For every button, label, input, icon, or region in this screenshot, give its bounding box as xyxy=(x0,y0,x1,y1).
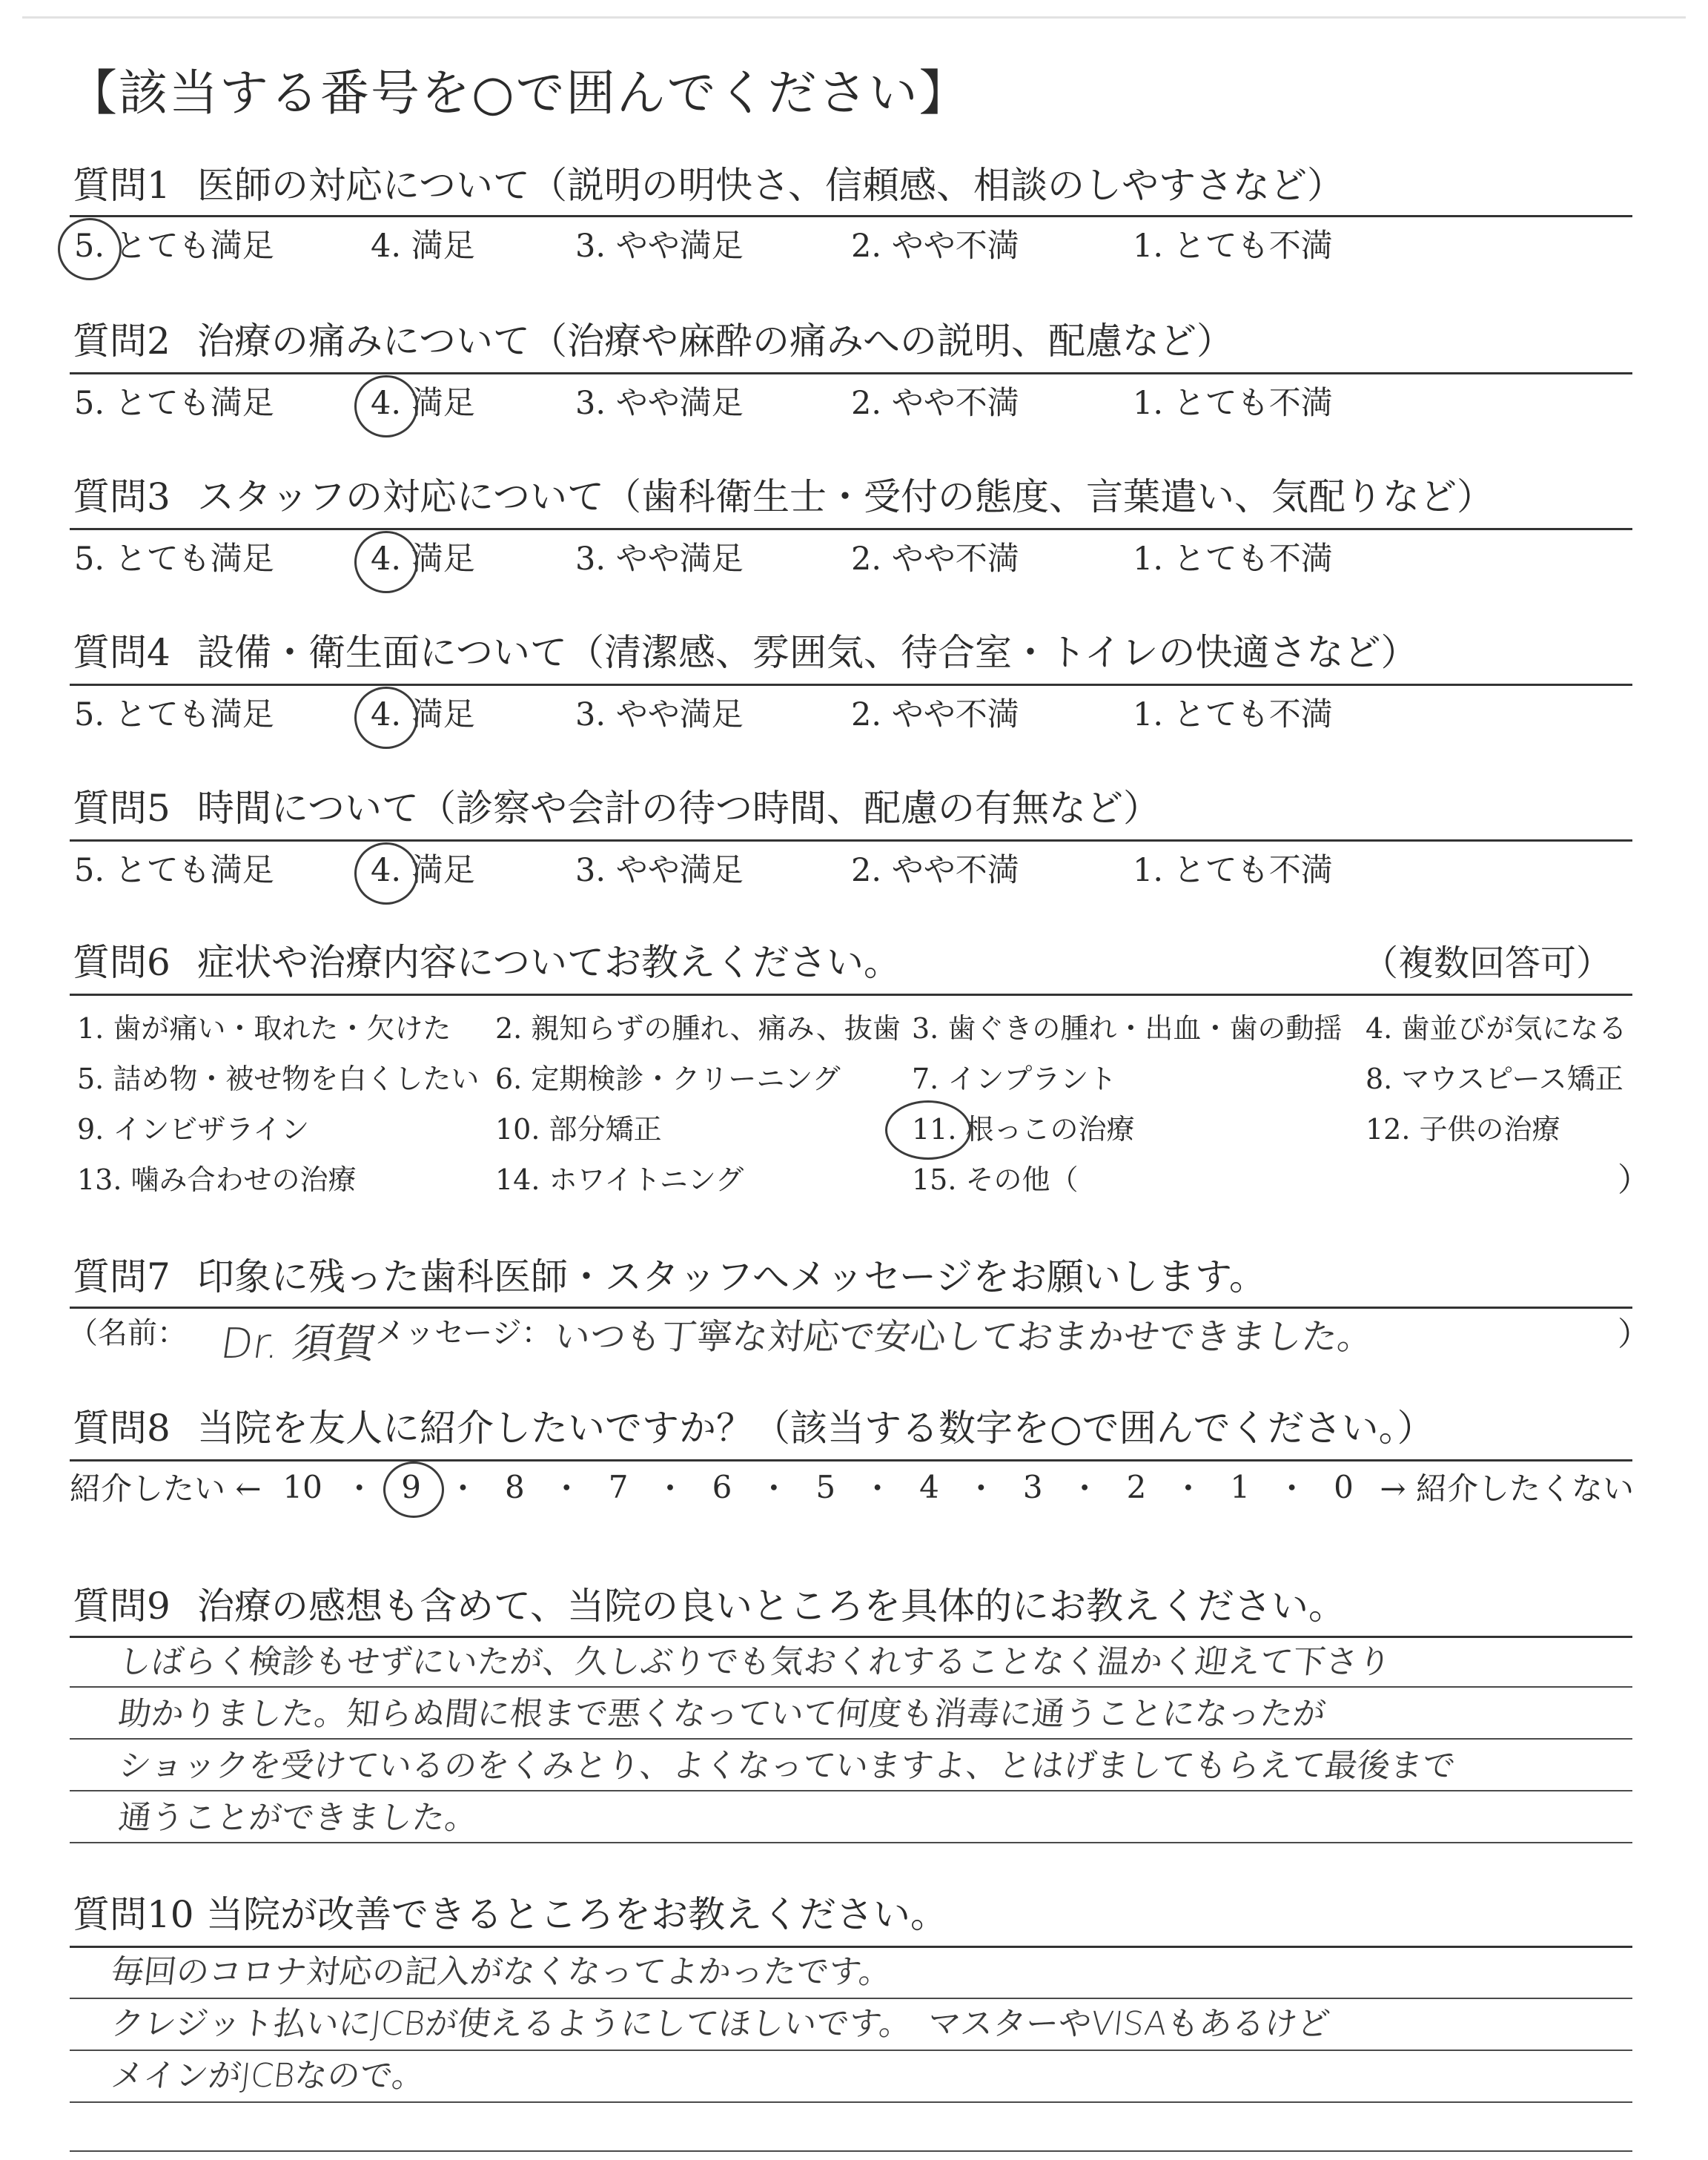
treatment-item-7[interactable]: 7. インプラント xyxy=(912,1063,1117,1095)
question-number: 質問6 xyxy=(73,941,171,984)
treatment-item-9[interactable]: 9. インビザライン xyxy=(77,1113,310,1146)
answer-line: しばらく検診もせずにいたが、久しぶりでも気おくれすることなく温かく迎えて下さり xyxy=(116,1643,1393,1681)
selection-circle xyxy=(383,1462,444,1518)
question-rule xyxy=(70,1636,1632,1638)
treatment-item-10[interactable]: 10. 部分矯正 xyxy=(495,1113,662,1146)
top-border xyxy=(22,16,1686,19)
question-4 xyxy=(73,629,1418,676)
question-number: 質問3 xyxy=(73,475,171,518)
question-text: スタッフの対応について（歯科衛生士・受付の態度、言葉遣い、気配りなど） xyxy=(197,475,1494,518)
selection-circle xyxy=(58,218,122,280)
scale-dot: ・ xyxy=(551,1470,583,1507)
question-rule xyxy=(70,215,1632,217)
option-1[interactable]: 1. とても不満 xyxy=(1133,541,1333,578)
answer-line: クレジット払いにJCBが使えるようにしてほしいです。 マスターやVISAもあるけど xyxy=(109,2005,1332,2043)
question-text: 治療の感想も含めて、当院の良いところを具体的にお教えください。 xyxy=(197,1585,1345,1628)
writing-rule xyxy=(70,1790,1632,1791)
question-text: 治療の痛みについて（治療や麻酔の痛みへの説明、配慮など） xyxy=(197,320,1234,363)
option-1[interactable]: 1. とても不満 xyxy=(1133,852,1333,889)
question-number: 質問5 xyxy=(73,787,171,830)
question-2 xyxy=(73,317,1234,365)
question-7 xyxy=(73,1253,1266,1301)
question-text: 当院を友人に紹介したいですか？（該当する数字を○で囲んでください。） xyxy=(197,1407,1434,1450)
question-rule xyxy=(70,372,1632,374)
question-5 xyxy=(73,785,1160,832)
selection-circle xyxy=(354,531,418,593)
scale-dot: ・ xyxy=(965,1470,997,1507)
scale-2[interactable]: 2 xyxy=(1126,1468,1147,1505)
treatment-item-2[interactable]: 2. 親知らずの腫れ、痛み、抜歯 xyxy=(495,1012,901,1045)
treatment-item-4[interactable]: 4. 歯並びが気になる xyxy=(1366,1012,1627,1045)
selection-circle xyxy=(354,375,418,437)
answer-line: 助かりました。知らぬ間に根まで悪くなっていて何度も消毒に通うことになったが xyxy=(116,1695,1328,1733)
scale-4[interactable]: 4 xyxy=(919,1468,939,1505)
writing-rule xyxy=(70,1738,1632,1740)
question-number: 質問1 xyxy=(73,164,171,207)
question-text: 時間について（診察や会計の待つ時間、配慮の有無など） xyxy=(197,787,1160,830)
answer-line: ショックを受けているのをくみとり、よくなっていますよ、とはげましてもらえて最後まで xyxy=(116,1747,1457,1785)
question-number: 質問9 xyxy=(73,1585,171,1628)
option-5[interactable]: 5. とても満足 xyxy=(74,541,274,578)
scale-dot: ・ xyxy=(655,1470,686,1507)
selection-circle xyxy=(354,687,418,749)
scale-8[interactable]: 8 xyxy=(505,1468,525,1505)
treatment-item-14[interactable]: 14. ホワイトニング xyxy=(495,1163,744,1196)
scale-right-label: → 紹介したくない xyxy=(1380,1470,1634,1507)
scale-3[interactable]: 3 xyxy=(1022,1468,1043,1505)
writing-rule xyxy=(70,1686,1632,1688)
treatment-item-13[interactable]: 13. 噛み合わせの治療 xyxy=(77,1163,357,1196)
scale-dot: ・ xyxy=(1069,1470,1101,1507)
option-1[interactable]: 1. とても不満 xyxy=(1133,385,1333,422)
writing-rule xyxy=(70,2101,1632,2103)
scale-6[interactable]: 6 xyxy=(712,1468,732,1505)
message-close-paren: ） xyxy=(1618,1315,1650,1353)
treatment-item-5[interactable]: 5. 詰め物・被せ物を白くしたい xyxy=(77,1063,480,1095)
option-5[interactable]: 5. とても満足 xyxy=(74,696,274,733)
option-4[interactable]: 4. 満足 xyxy=(371,383,475,424)
scale-10[interactable]: 10 xyxy=(282,1468,322,1505)
option-4[interactable]: 4. 満足 xyxy=(371,228,475,265)
option-5[interactable]: 5. とても満足 xyxy=(74,385,274,422)
option-2[interactable]: 2. やや不満 xyxy=(851,541,1019,578)
scale-0[interactable]: 0 xyxy=(1334,1468,1354,1505)
question-3 xyxy=(73,473,1494,521)
treatment-item-1[interactable]: 1. 歯が痛い・取れた・欠けた xyxy=(77,1012,451,1045)
message-handwritten[interactable]: いつも丁寧な対応で安心しておまかせできました。 xyxy=(552,1316,1375,1358)
question-rule xyxy=(70,1307,1632,1309)
scale-dot: ・ xyxy=(1276,1470,1308,1507)
question-text: 印象に残った歯科医師・スタッフへメッセージをお願いします。 xyxy=(197,1255,1266,1298)
scale-5[interactable]: 5 xyxy=(815,1468,836,1505)
question-number: 質問10 xyxy=(73,1893,194,1936)
treatment-item-15[interactable]: 15. その他（ xyxy=(912,1163,1079,1196)
question-1 xyxy=(73,162,1344,209)
option-3[interactable]: 3. やや満足 xyxy=(575,852,744,889)
option-2[interactable]: 2. やや不満 xyxy=(851,228,1019,265)
treatment-item-6[interactable]: 6. 定期検診・クリーニング xyxy=(495,1063,841,1095)
question-rule xyxy=(70,684,1632,686)
option-4[interactable]: 4. 満足 xyxy=(371,694,475,736)
name-label: （名前： xyxy=(68,1316,187,1350)
treatment-item-8[interactable]: 8. マウスピース矯正 xyxy=(1366,1063,1623,1095)
scale-dot: ・ xyxy=(1172,1470,1204,1507)
treatment-item-11[interactable]: 11. 根っこの治療 xyxy=(912,1111,1135,1148)
option-4[interactable]: 4. 満足 xyxy=(371,538,475,580)
other-close-paren: ） xyxy=(1618,1161,1650,1199)
scale-left-label: 紹介したい ← xyxy=(70,1470,262,1507)
scale-dot: ・ xyxy=(343,1470,375,1507)
scale-9[interactable]: 9 xyxy=(397,1469,426,1505)
question-9 xyxy=(73,1582,1345,1630)
question-number: 質問8 xyxy=(73,1407,171,1450)
question-text: 症状や治療内容についてお教えください。 xyxy=(197,941,901,984)
scale-7[interactable]: 7 xyxy=(608,1468,629,1505)
scale-dot: ・ xyxy=(447,1470,479,1507)
answer-line: 通うことができました。 xyxy=(116,1799,480,1837)
option-2[interactable]: 2. やや不満 xyxy=(851,852,1019,889)
question-rule xyxy=(70,994,1632,996)
option-5[interactable]: 5. とても満足 xyxy=(74,225,274,267)
option-1[interactable]: 1. とても不満 xyxy=(1133,228,1333,265)
option-2[interactable]: 2. やや不満 xyxy=(851,385,1019,422)
question-10 xyxy=(73,1891,947,1938)
message-label: メッセージ： xyxy=(375,1316,552,1350)
question-8 xyxy=(73,1404,1434,1452)
writing-rule xyxy=(70,2050,1632,2051)
question-text: 設備・衛生面について（清潔感、雰囲気、待合室・トイレの快適さなど） xyxy=(197,631,1418,674)
option-3[interactable]: 3. やや満足 xyxy=(575,696,744,733)
question-number: 質問4 xyxy=(73,631,171,674)
writing-rule xyxy=(70,1998,1632,1999)
question-rule xyxy=(70,1459,1632,1462)
option-2[interactable]: 2. やや不満 xyxy=(851,696,1019,733)
scale-dot: ・ xyxy=(758,1470,790,1507)
answer-line: メインがJCBなので。 xyxy=(109,2057,427,2095)
question-6 xyxy=(73,939,901,986)
question-rule xyxy=(70,528,1632,530)
answer-line: 毎回のコロナ対応の記入がなくなってよかったです。 xyxy=(109,1953,894,1991)
option-5[interactable]: 5. とても満足 xyxy=(74,852,274,889)
scale-1[interactable]: 1 xyxy=(1230,1468,1251,1505)
selection-circle xyxy=(885,1100,971,1160)
writing-rule xyxy=(70,1842,1632,1843)
question-text: 当院が改善できるところをお教えください。 xyxy=(206,1893,947,1936)
treatment-item-3[interactable]: 3. 歯ぐきの腫れ・出血・歯の動揺 xyxy=(912,1012,1343,1045)
multiple-answers-note: （複数回答可） xyxy=(1363,942,1612,984)
question-rule xyxy=(70,839,1632,842)
option-3[interactable]: 3. やや満足 xyxy=(575,385,744,422)
option-3[interactable]: 3. やや満足 xyxy=(575,228,744,265)
question-number: 質問2 xyxy=(73,320,171,363)
form-title: 【該当する番号を○で囲んでください】 xyxy=(68,65,970,122)
selection-circle xyxy=(354,842,418,905)
option-4[interactable]: 4. 満足 xyxy=(371,850,475,891)
question-number: 質問7 xyxy=(73,1255,171,1298)
recommend-scale xyxy=(70,1464,1634,1509)
option-1[interactable]: 1. とても不満 xyxy=(1133,696,1333,733)
treatment-item-12[interactable]: 12. 子供の治療 xyxy=(1366,1113,1560,1146)
scale-dot: ・ xyxy=(861,1470,893,1507)
writing-rule xyxy=(70,2150,1632,2152)
question-text: 医師の対応について（説明の明快さ、信頼感、相談のしやすさなど） xyxy=(197,164,1344,207)
name-handwritten[interactable]: Dr. 須賀 xyxy=(217,1320,380,1368)
question-rule xyxy=(70,1946,1632,1948)
option-3[interactable]: 3. やや満足 xyxy=(575,541,744,578)
